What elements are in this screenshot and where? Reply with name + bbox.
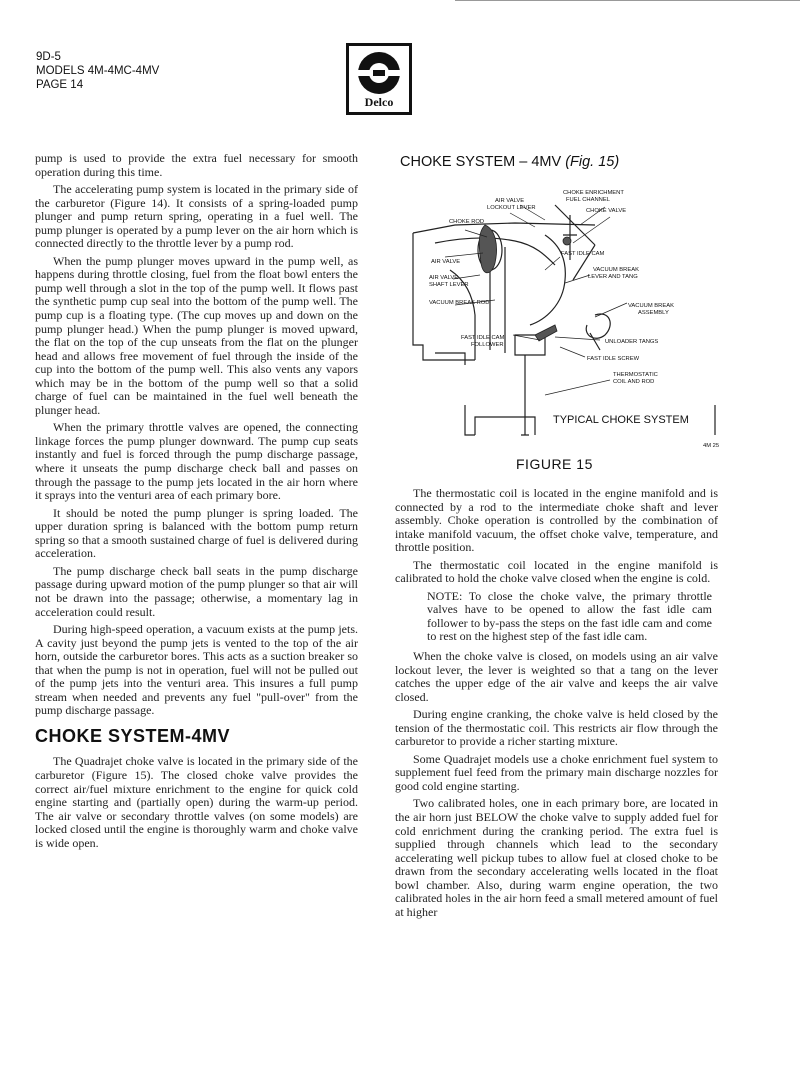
label-air-valve-shaft-2: SHAFT LEVER <box>429 282 469 288</box>
label-fuel-channel: FUEL CHANNEL <box>566 197 610 203</box>
label-fast-idle-follower-2: FOLLOWER <box>471 342 504 348</box>
paragraph: When the pump plunger moves upward in the pump well, as happens during throttle closing, fuel from the float bowl enters the pump well through a slot in the top of the pump well. It flows past the synthetic pump cup seal into the bottom of the pump well. The pump cup is a floating type. (The cup moves up and down on the pump plunger head.) When the pump plunger is moved upward, the flat on the top of the cup unseats from the flat on the plunger head and allows free movement of fuel through the inside of the cup into the bottom of the pump well. This also vents any vapors which may be in the bottom of the pump well so that a solid charge of fuel can be maintained in the fuel well beneath the plunger head. <box>35 253 358 417</box>
label-vac-break-rod: VACUUM BREAK ROD <box>429 300 490 306</box>
paragraph: During high-speed operation, a vacuum exists at the pump jets. A cavity just beyond the pump jets is vented to the top of the air horn, outside the carburetor bores. This acts as a suction breaker so that when the pump is not in operation, fuel will not be pulled out of the pump jets into the venturi area. This insures a full pump stream when needed and prevents any fuel "pull-over" from the pump discharge passage. <box>35 622 358 718</box>
label-air-valve-lockout-1: AIR VALVE <box>495 198 525 204</box>
label-thermostatic-1: THERMOSTATIC <box>613 372 658 378</box>
label-vac-break-assy-2: ASSEMBLY <box>638 310 669 316</box>
label-unloader-tangs: UNLOADER TANGS <box>605 339 659 345</box>
logo-wordmark: Delco <box>364 95 394 109</box>
section-heading: CHOKE SYSTEM-4MV <box>35 725 231 746</box>
note-text: NOTE: To close the choke valve, the primary throttle valves have to be opened to allow the fast idle cam follower to by-pass the steps on the fast idle cam and come to rest on the highest step of the fast idle cam. <box>427 588 712 644</box>
paragraph: It should be noted the pump plunger is spring loaded. The upper duration spring is balanced with the bottom pump return spring so that a smooth sustained charge of fuel is delivered during acceleration. <box>35 505 358 561</box>
label-choke-rod: CHOKE ROD <box>449 219 485 225</box>
left-column <box>35 152 358 854</box>
note-block <box>395 590 718 644</box>
label-fast-idle-follower-1: FAST IDLE CAM <box>461 335 505 341</box>
label-air-valve-lockout-2: LOCKOUT LEVER <box>487 205 536 211</box>
label-vac-break-assy-1: VACUUM BREAK <box>628 303 674 309</box>
label-vac-break-lever-2: LEVER AND TANG <box>588 274 638 280</box>
figure-inner-title: TYPICAL CHOKE SYSTEM <box>553 414 689 426</box>
label-air-valve-shaft-1: AIR VALVE <box>429 275 459 281</box>
paragraph: pump is used to provide the extra fuel necessary for smooth operation during this time. <box>35 151 358 179</box>
label-vac-break-lever-1: VACUUM BREAK <box>593 267 639 273</box>
paragraph: The Quadrajet choke valve is located in the primary side of the carburetor (Figure 15). The closed choke valve provides the correct air/fuel mixture enrichment to the engine for quick cold engine starting and (partially open) during the warm-up period. The air valve or secondary throttle valves (on some models) are locked closed until the engine is thoroughly warm and choke valve is wide open. <box>35 754 358 850</box>
page-header <box>36 50 159 92</box>
paragraph: The thermostatic coil located in the engine manifold is calibrated to hold the choke valve closed when the engine is cold. <box>395 557 718 586</box>
page-number: PAGE 14 <box>36 79 84 91</box>
choke-system-diagram <box>395 185 735 455</box>
figure-code: 4M 25 <box>703 443 720 449</box>
paragraph: Some Quadrajet models use a choke enrichment fuel system to supplement fuel feed from the primary main discharge nozzles for good cold engine starting. <box>395 751 718 793</box>
top-rule <box>455 0 800 1</box>
label-fast-idle-screw: FAST IDLE SCREW <box>587 356 640 362</box>
figure-heading <box>400 154 619 170</box>
paragraph: The accelerating pump system is located in the primary side of the carburetor (Figure 14). It consists of a spring-loaded pump plunger and pump return spring, operating in a fuel well. The pump plunger is operated by a pump lever on the air horn which is connected directly to the throttle lever by a pump rod. <box>35 182 358 251</box>
figure-caption: FIGURE 15 <box>516 456 593 472</box>
label-choke-valve: CHOKE VALVE <box>586 208 627 214</box>
paragraph: When the primary throttle valves are opened, the connecting linkage forces the pump plunger downward. The pump cup seats instantly and fuel is forced through the pump discharge passage, where it unseats the pump discharge check ball and passes on through the passage to the pump jets located in the air horn where it sprays into the venturi area of each primary bore. <box>35 420 358 503</box>
label-choke-enrichment: CHOKE ENRICHMENT <box>563 190 624 196</box>
paragraph: Two calibrated holes, one in each primary bore, are located in the air horn just BELOW the choke valve to supply added fuel for cold enrichment during the cranking period. The extra fuel is supplied through channels which lead to the secondary accelerating well pickup tubes to allow fuel at closed choke to be drawn from the secondary accelerating wells located in the float bowl chamber. Also, during warm engine operation, the two calibrated holes in the air horn feed a small metered amount of fuel at higher <box>395 796 718 919</box>
paragraph: The pump discharge check ball seats in the pump discharge passage during upward motion of the pump plunger so that air will not be drawn into the passage; otherwise, a momentary lag in acceleration could result. <box>35 563 358 619</box>
figure-heading-title: CHOKE SYSTEM – 4MV <box>400 154 562 170</box>
label-fast-idle-cam: FAST IDLE CAM <box>561 251 605 257</box>
right-column <box>395 487 718 923</box>
label-air-valve: AIR VALVE <box>431 259 461 265</box>
label-thermostatic-2: COIL AND ROD <box>613 379 655 385</box>
section-number: 9D-5 <box>36 51 61 63</box>
models-line: MODELS 4M-4MC-4MV <box>36 65 160 77</box>
paragraph: The thermostatic coil is located in the engine manifold and is connected by a rod to the intermediate choke shaft and lever assembly. Choke operation is controlled by the combination of intake manifold vacuum, the offset choke valve, temperature, and throttle position. <box>395 486 718 555</box>
delco-logo <box>346 43 412 115</box>
paragraph: During engine cranking, the choke valve is held closed by the tension of the thermostatic coil. This restricts air flow through the carburetor to provide a richer starting mixture. <box>395 707 718 749</box>
paragraph: When the choke valve is closed, on models using an air valve lockout lever, the lever is weighted so that a tang on the lever catches the upper edge of the air valve and keeps the air valve closed. <box>395 649 718 704</box>
figure-heading-ref: (Fig. 15) <box>565 154 620 170</box>
